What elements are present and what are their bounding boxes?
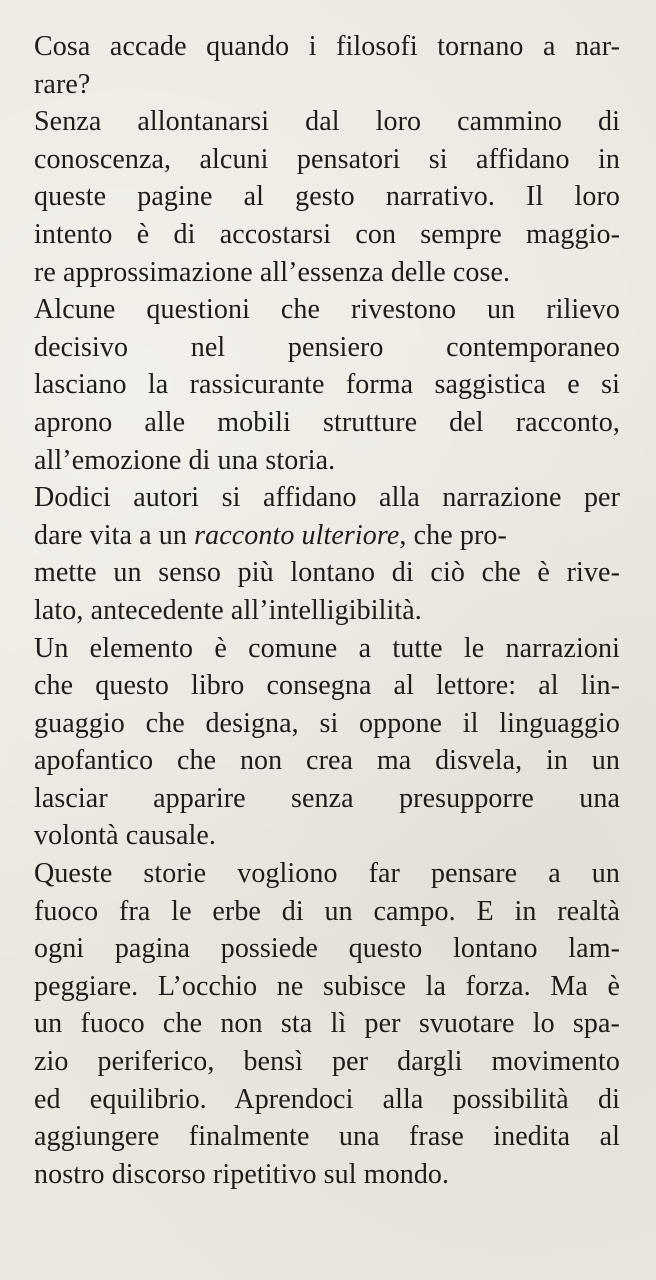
text-line: ogni pagina possiede questo lontano lam- <box>34 933 620 965</box>
text-line: mette un senso più lontano di ciò che è rive- <box>34 557 620 589</box>
text-segment: dare vita a un <box>34 519 187 551</box>
text-line: fuoco fra le erbe di un campo. E in realtà <box>34 895 620 927</box>
body-text <box>34 28 620 1193</box>
italic-title: racconto ulteriore <box>194 519 400 551</box>
paragraph-6 <box>34 855 620 1193</box>
text-segment: , che pro- <box>399 519 507 551</box>
text-line: aprono alle mobili strutture del racconto, <box>34 406 620 438</box>
text-line: lasciar apparire senza presupporre una <box>34 782 620 814</box>
paragraph-3 <box>34 291 620 479</box>
text-line: Dodici autori si affidano alla narrazione per <box>34 482 620 514</box>
text-line: zio periferico, bensì per dargli movimento <box>34 1046 620 1078</box>
text-line: Alcune questioni che rivestono un rilievo <box>34 294 620 326</box>
text-line: nostro discorso ripetitivo sul mondo. <box>34 1158 450 1190</box>
text-line: Senza allontanarsi dal loro cammino di <box>34 106 620 138</box>
text-line: peggiare. L’occhio ne subisce la forza. Ma è <box>34 970 620 1002</box>
text-line: che questo libro consegna al lettore: al lin- <box>34 670 620 702</box>
text-line: Queste storie vogliono far pensare a un <box>34 858 620 890</box>
text-line: re approssimazione all’essenza delle cose. <box>34 256 511 288</box>
text-line-with-italic <box>34 517 620 555</box>
text-line: rare? <box>34 68 91 100</box>
text-line: guaggio che designa, si oppone il linguaggio <box>34 707 620 739</box>
text-line: apofantico che non crea ma disvela, in un <box>34 745 620 777</box>
text-line: intento è di accostarsi con sempre maggio- <box>34 218 620 250</box>
text-line: ed equilibrio. Aprendoci alla possibilità di <box>34 1083 620 1115</box>
text-line: volontà causale. <box>34 820 216 852</box>
text-line: un fuoco che non sta lì per svuotare lo spa- <box>34 1008 620 1040</box>
paragraph-5 <box>34 630 620 856</box>
text-line: conoscenza, alcuni pensatori si affidano in <box>34 143 620 175</box>
text-line: aggiungere finalmente una frase inedita al <box>34 1121 620 1153</box>
paragraph-2 <box>34 103 620 291</box>
text-line: lato, antecedente all’intelligibilità. <box>34 594 422 626</box>
text-line: Cosa accade quando i filosofi tornano a nar- <box>34 31 620 62</box>
paragraph-4 <box>34 479 620 629</box>
text-line: queste pagine al gesto narrativo. Il loro <box>34 181 620 213</box>
text-line: lasciano la rassicurante forma saggistica e si <box>34 369 620 401</box>
text-line: Un elemento è comune a tutte le narrazioni <box>34 632 620 664</box>
paragraph-1 <box>34 28 620 103</box>
text-line: decisivo nel pensiero contemporaneo <box>34 331 620 363</box>
text-line: all’emozione di una storia. <box>34 444 336 476</box>
